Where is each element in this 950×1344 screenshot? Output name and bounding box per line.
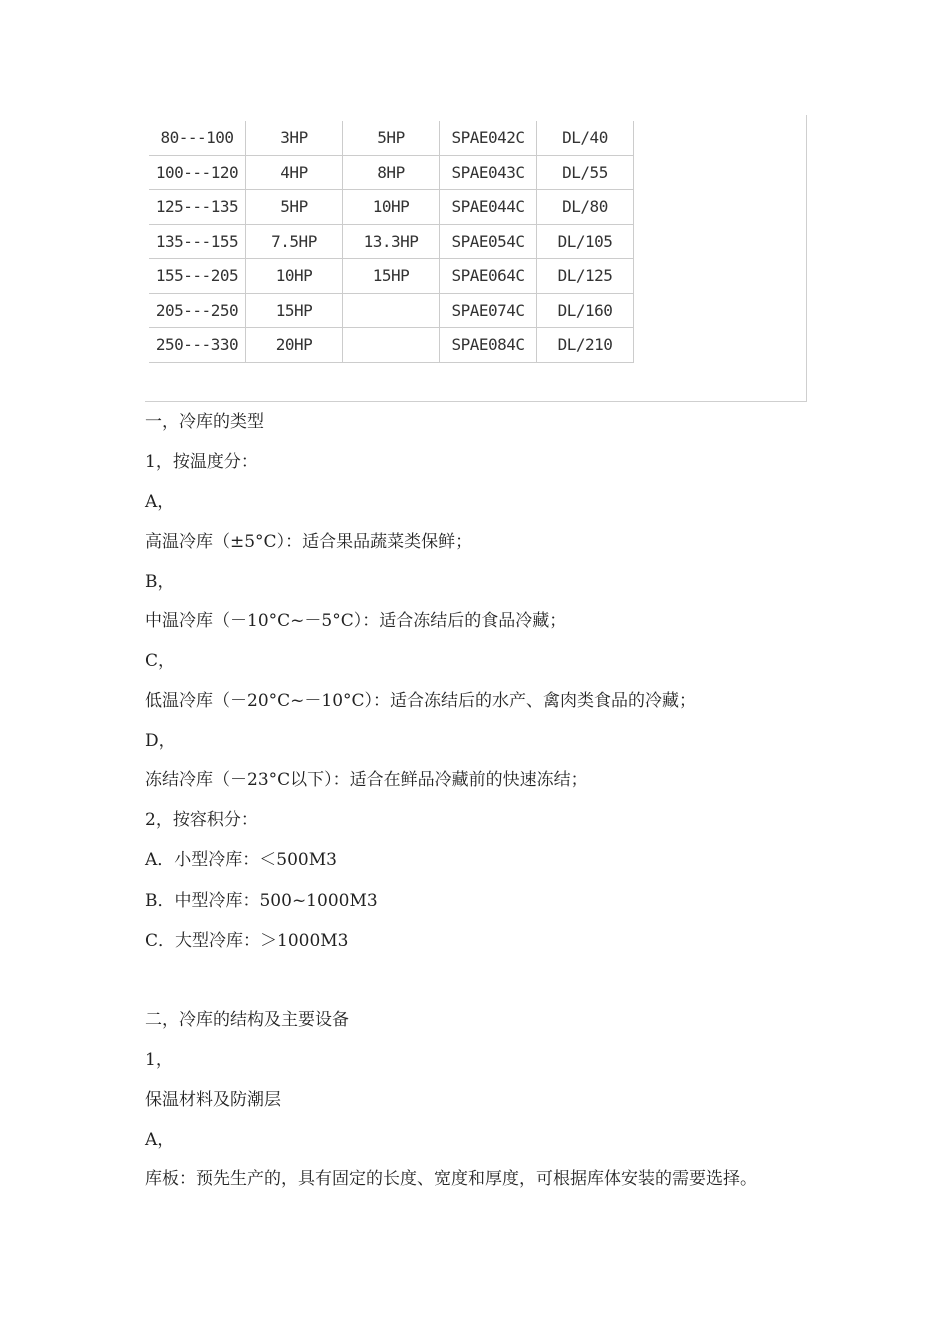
- table-row: [149, 190, 634, 225]
- table-cell: DL/80: [537, 190, 634, 225]
- paragraph-medium: B．中型冷库：500~1000M3: [145, 891, 378, 911]
- table-cell: 250---330: [149, 328, 246, 363]
- table-cell: 205---250: [149, 293, 246, 328]
- table-cell: DL/40: [537, 121, 634, 155]
- table-cell: 155---205: [149, 259, 246, 294]
- table-cell: DL/55: [537, 155, 634, 190]
- table-cell: 10HP: [343, 190, 440, 225]
- table-cell: 8HP: [343, 155, 440, 190]
- table-cell: 125---135: [149, 190, 246, 225]
- table-cell: 20HP: [246, 328, 343, 363]
- paragraph-panels: 库板：预先生产的，具有固定的长度、宽度和厚度，可根据库体安装的需要选择。: [145, 1169, 757, 1189]
- table-cell: [343, 328, 440, 363]
- item-marker-a2: A，: [145, 1130, 175, 1150]
- table-cell: [343, 293, 440, 328]
- section-heading-structure: 二，冷库的结构及主要设备: [145, 1010, 349, 1030]
- item-marker-b: B，: [145, 572, 175, 592]
- section-heading-cold-storage-types: 一，冷库的类型: [145, 412, 264, 432]
- table-row: [149, 121, 634, 155]
- paragraph-large: C．大型冷库：＞1000M3: [145, 931, 349, 951]
- table-cell: SPAE043C: [440, 155, 537, 190]
- spec-table: [149, 121, 634, 363]
- table-cell: 15HP: [343, 259, 440, 294]
- table-cell: SPAE064C: [440, 259, 537, 294]
- table-row: [149, 224, 634, 259]
- table-cell: 135---155: [149, 224, 246, 259]
- table-cell: 3HP: [246, 121, 343, 155]
- item-marker-d: D，: [145, 731, 176, 751]
- table-cell: SPAE042C: [440, 121, 537, 155]
- paragraph-insulation: 保温材料及防潮层: [145, 1090, 281, 1110]
- table-row: [149, 259, 634, 294]
- table-cell: 5HP: [246, 190, 343, 225]
- table-cell: SPAE044C: [440, 190, 537, 225]
- subheading-by-temperature: 1，按温度分：: [145, 452, 258, 472]
- table-row: [149, 293, 634, 328]
- table-cell: 7.5HP: [246, 224, 343, 259]
- table-cell: 4HP: [246, 155, 343, 190]
- table-row: [149, 155, 634, 190]
- item-marker-c: C，: [145, 651, 176, 671]
- paragraph-low-temp: 低温冷库（－20°C~－10°C）：适合冻结后的水产、禽肉类食品的冷藏；: [145, 691, 697, 711]
- item-marker-1: 1，: [145, 1050, 173, 1070]
- paragraph-high-temp: 高温冷库（±5°C）：适合果品蔬菜类保鲜；: [145, 532, 473, 552]
- table-cell: DL/125: [537, 259, 634, 294]
- table-cell: DL/210: [537, 328, 634, 363]
- table-row: [149, 328, 634, 363]
- table-cell: 80---100: [149, 121, 246, 155]
- table-cell: DL/160: [537, 293, 634, 328]
- table-cell: 13.3HP: [343, 224, 440, 259]
- table-cell: SPAE074C: [440, 293, 537, 328]
- table-cell: 100---120: [149, 155, 246, 190]
- table-cell: SPAE084C: [440, 328, 537, 363]
- table-cell: DL/105: [537, 224, 634, 259]
- paragraph-small: A．小型冷库：＜500M3: [145, 850, 337, 870]
- table-cell: 10HP: [246, 259, 343, 294]
- table-cell: 15HP: [246, 293, 343, 328]
- paragraph-freezing: 冻结冷库（－23°C以下）：适合在鲜品冷藏前的快速冻结；: [145, 770, 588, 790]
- item-marker-a: A，: [145, 492, 175, 512]
- table-cell: SPAE054C: [440, 224, 537, 259]
- table-cell: 5HP: [343, 121, 440, 155]
- subheading-by-volume: 2，按容积分：: [145, 810, 258, 830]
- paragraph-medium-temp: 中温冷库（－10°C~－5°C）：适合冻结后的食品冷藏；: [145, 611, 567, 631]
